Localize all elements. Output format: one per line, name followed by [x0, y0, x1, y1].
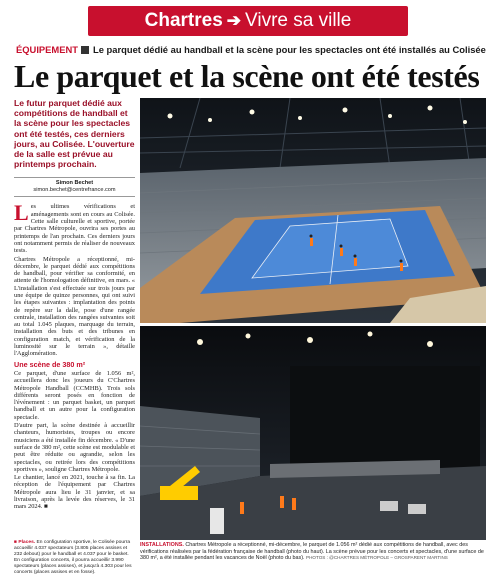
- square-bullet-icon: [81, 46, 89, 54]
- article-body: [14, 200, 135, 511]
- caption-label: INSTALLATIONS.: [140, 542, 184, 548]
- author-name: Simon Bechet: [55, 180, 94, 187]
- body-paragraph-1: es ultimes vérifications et aménagements sont en cours au Colisée. Cette salle culturelle et sportive, portée par Chartres Métropole, ouvrira ses portes au printemps de l'an prochain. Ces derniers jours ont notamment permis de réaliser de nouveaux tests.: [14, 203, 135, 255]
- author-email: simon.bechet@centrefrance.com: [33, 187, 116, 194]
- subheading: Une scène de 380 m²: [14, 359, 86, 369]
- body-paragraph-2: Chartres Métropole a réceptionné, mi-décembre, le parquet dédié aux compétitions de handball, pour vérifier sa conformité, en attente de l'homologation définitive, en mars. « L'installation s'est effectuée sur trois jours par une équipe de quinze personnes, qui ont suivi les étapes suivantes : implantation des points de repère sur la dalle, pose d'une rangée centrale, installation des rangées suivantes soit au total 1.045 plaques, marquage du terrain, installation des buts et des tribunes en configuration match, et vérification de la luminosité sur le terrain », détaille l'Agglomération.: [14, 255, 135, 358]
- arrow-right-icon: ➔: [226, 11, 242, 30]
- headline: Le parquet et la scène ont été testés: [14, 58, 480, 94]
- arena-court-photo: [140, 98, 486, 323]
- kicker: [16, 44, 486, 56]
- drop-cap: L: [14, 200, 29, 226]
- body-paragraph-4: D'autre part, la scène destinée à accueillir chanteurs, humoristes, troupes ou encore musiciens a été installée fin décembre. « D'une surface de 380 m², cette scène est modulable et peut être réduite ou agrandie, selon les spectacles, ou retirée lors des compétitions sportives », souligne Chartres Métropole.: [14, 422, 135, 473]
- article-column: [14, 98, 135, 512]
- caption-text: Chartres Métropole a réceptionné, mi-décembre, le parquet de 1.056 m² dédié aux compétitions de handball, avec des vérifications réalisées par la fédération française de handball (photo du haut). La scène prévue pour les concerts et spectacles, d'une surface de 380 m², a été installée pendant les vacances de Noël (photo du bas).: [140, 542, 484, 562]
- lead-paragraph: Le futur parquet dédié aux compétitions de handball et la scène pour les spectacles ont été testés, ces derniers jours, au Colisée. L'ouverture de la salle est prévue au printemps prochain.: [14, 98, 135, 170]
- photo-caption: [140, 542, 486, 562]
- kicker-deck: Le parquet dédié au handball et la scène pour les spectacles ont été installés au Colisée: [93, 44, 486, 55]
- arena-stage-illustration: [140, 326, 486, 540]
- body-paragraph-3: Ce parquet, d'une surface de 1.056 m², accueillera donc les joueurs du C'Chartres Métropole Handball (CCMHB). Trois sols différents seront posés en fonction de l'événement : un parquet basket, un parquet handball et un autre pour la configuration spectacle.: [14, 369, 135, 421]
- banner-section: Vivre sa ville: [245, 10, 352, 31]
- kicker-category: ÉQUIPEMENT: [16, 44, 78, 55]
- arena-stage-photo: [140, 326, 486, 540]
- photo-credit: PHOTOS : @CHARTRES MÉTROPOLE – GROSPARENT MARTINS: [306, 555, 448, 561]
- body-paragraph: [14, 200, 135, 255]
- section-banner-bar: [88, 6, 408, 36]
- banner-city: Chartres: [144, 10, 223, 31]
- body-paragraph-5: Le chantier, lancé en 2021, touche à sa fin. La réception de l'équipement par Chartres Métropole aura lieu le 31 janvier, et sa livraison, après la levée des réserves, le 31 mars 2024. ■: [14, 474, 135, 511]
- section-banner: [0, 0, 497, 40]
- info-box-text: En configuration sportive, le Colisée pourra accueillir 4.037 spectateurs (3.805 places assises et 232 debout) pour le handball et 4.037 pour le basket. En configuration concerts, il pourra accueillir 3.990 spectateurs (places assises), et jusqu'à 4.303 pour les concerts (places assises et en fosse).: [14, 540, 132, 575]
- arena-court-illustration: [140, 98, 486, 323]
- info-box-label: ■ Places.: [14, 540, 36, 545]
- byline: [14, 177, 135, 197]
- info-box: [14, 540, 135, 576]
